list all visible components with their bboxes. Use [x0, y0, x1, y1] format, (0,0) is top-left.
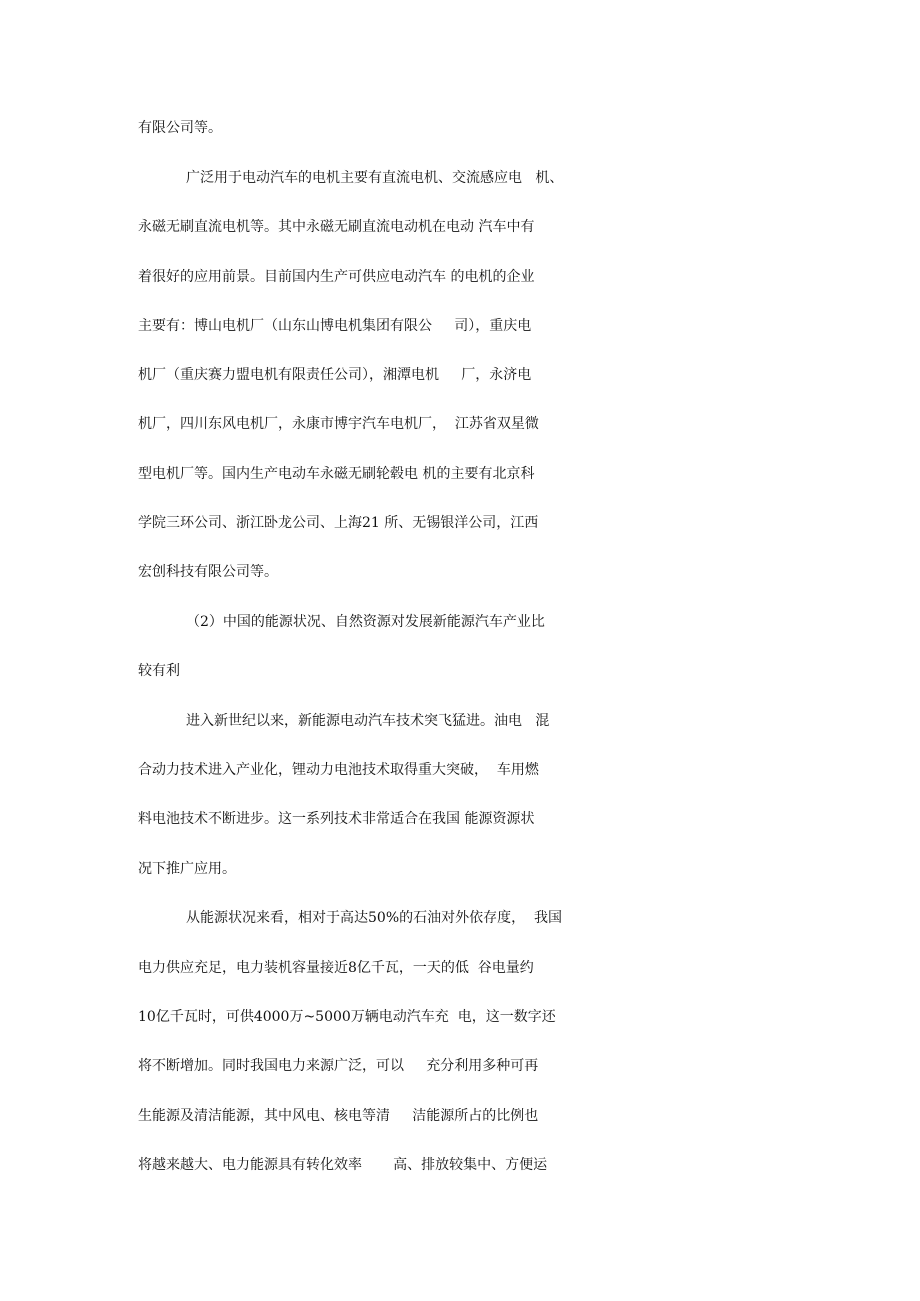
text-line: 合动力技术进入产业化，锂动力电池技术取得重大突破， 车用燃	[138, 762, 539, 778]
text-line: 广泛用于电动汽车的电机主要有直流电机、交流感应电 机、	[186, 170, 564, 186]
section-heading: 较有利	[138, 663, 180, 679]
text-line: 生能源及清洁能源，其中风电、核电等清 洁能源所占的比例也	[138, 1108, 539, 1124]
text-line: 永磁无刷直流电机等。其中永磁无刷直流电动机在电动 汽车中有	[138, 219, 535, 235]
text-line: 学院三环公司、浙江卧龙公司、上海21 所、无锡银洋公司，江西	[138, 515, 539, 531]
text-line: 机厂，四川东风电机厂，永康市博宇汽车电机厂， 江苏省双星微	[138, 416, 539, 432]
text-line: 将越来越大、电力能源具有转化效率 高、排放较集中、方便运	[138, 1157, 548, 1173]
text-line: 料电池技术不断进步。这一系列技术非常适合在我国 能源资源状	[138, 811, 535, 827]
text-line: 从能源状况来看，相对于高达50%的石油对外依存度， 我国	[186, 910, 563, 926]
text-line: 进入新世纪以来，新能源电动汽车技术突飞猛进。油电 混	[186, 713, 550, 729]
text-line: 10亿千瓦时，可供4000万~5000万辆电动汽车充 电，这一数字还	[138, 1009, 556, 1025]
text-line: 将不断增加。同时我国电力来源广泛，可以 充分利用多种可再	[138, 1058, 539, 1074]
text-line: 电力供应充足，电力装机容量接近8亿千瓦，一天的低 谷电量约	[138, 960, 534, 976]
text-line: 机厂（重庆赛力盟电机有限责任公司），湘潭电机 厂，永济电	[138, 367, 532, 383]
text-line: 主要有：博山电机厂（山东山博电机集团有限公 司），重庆电	[138, 318, 532, 334]
text-line: 况下推广应用。	[138, 861, 236, 877]
section-heading: （2）中国的能源状况、自然资源对发展新能源汽车产业比	[186, 614, 545, 630]
text-line: 着很好的应用前景。目前国内生产可供应电动汽车 的电机的企业	[138, 269, 535, 285]
text-line: 宏创科技有限公司等。	[138, 564, 278, 580]
text-line: 有限公司等。	[138, 120, 222, 136]
text-line: 型电机厂等。国内生产电动车永磁无刷轮毂电 机的主要有北京科	[138, 466, 535, 482]
